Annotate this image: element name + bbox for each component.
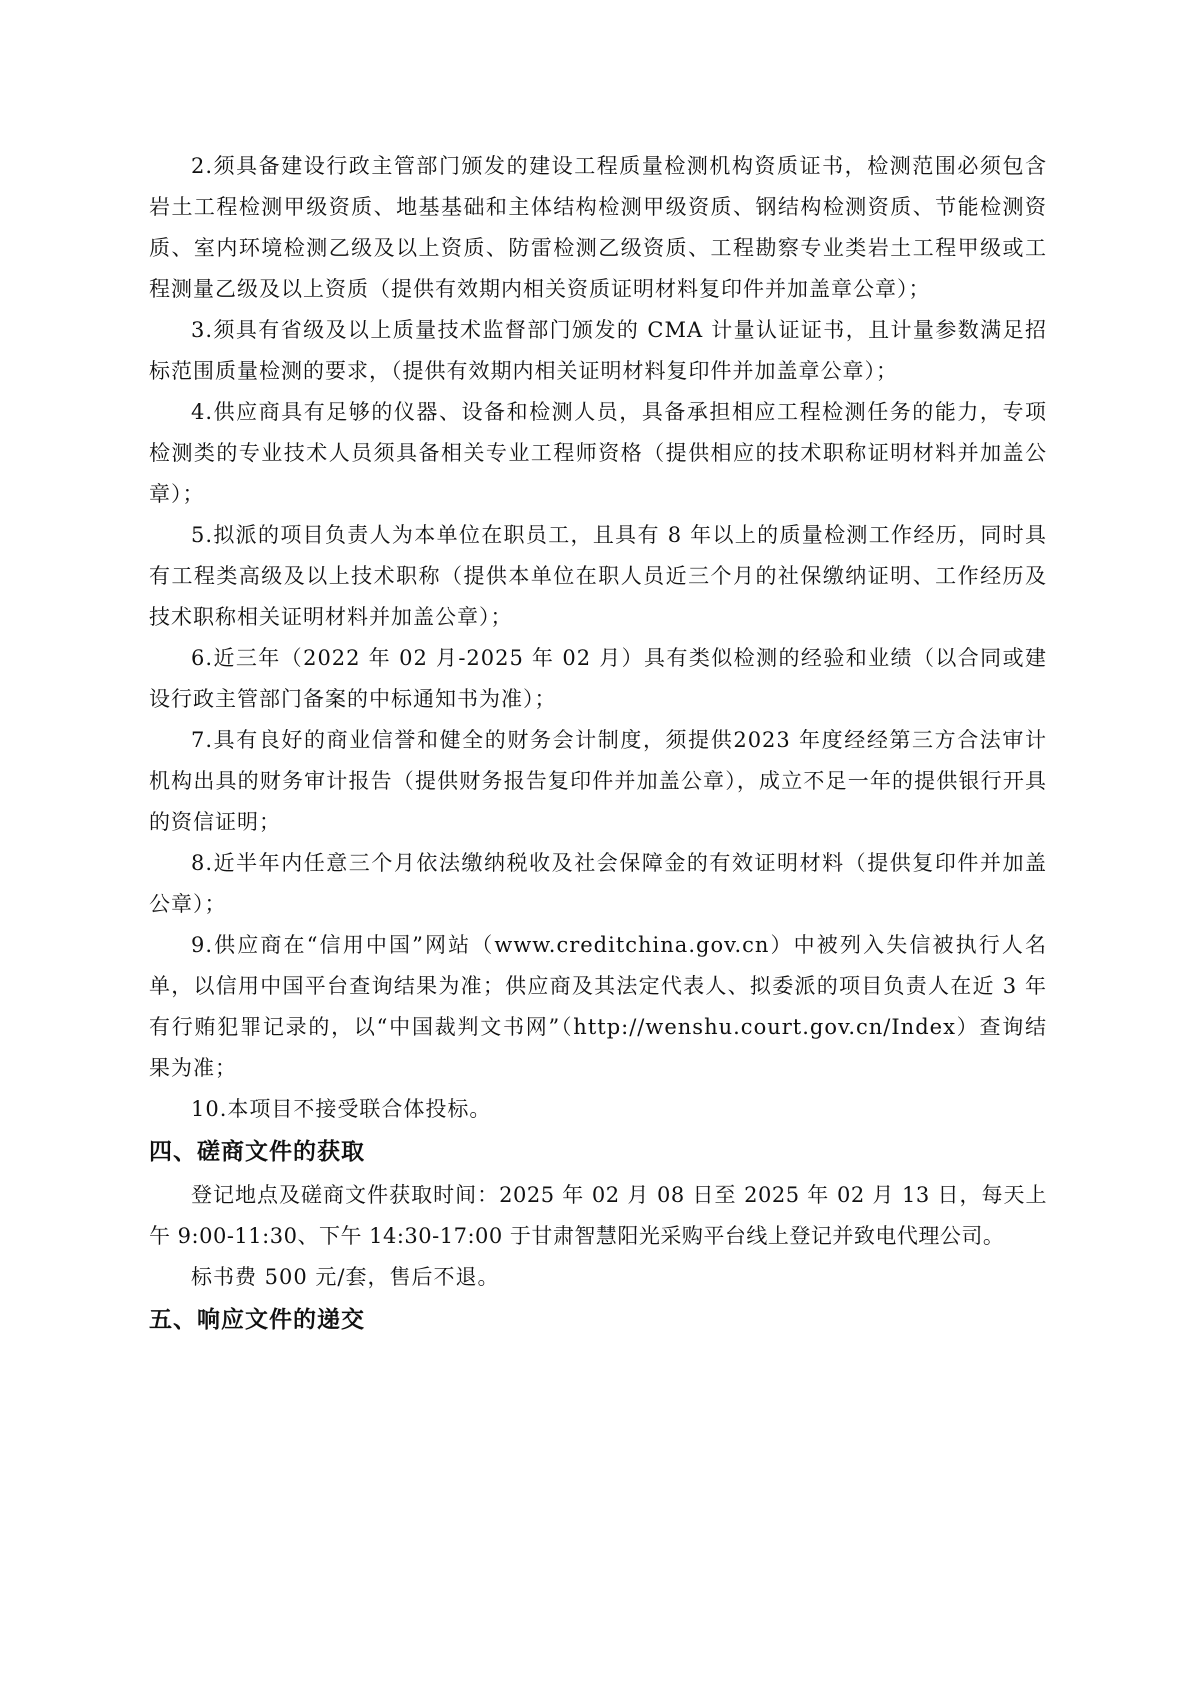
requirement-4: 4.供应商具有足够的仪器、设备和检测人员，具备承担相应工程检测任务的能力，专项检测类的专业技术人员须具备相关专业工程师资格（提供相应的技术职称证明材料并加盖公章）； [149,400,1047,506]
requirement-10: 10.本项目不接受联合体投标。 [191,1097,492,1121]
page-content [149,146,1047,1343]
requirement-7: 7.具有良好的商业信誉和健全的财务会计制度，须提供2023 年度经经第三方合法审计机构出具的财务审计报告（提供财务报告复印件并加盖公章），成立不足一年的提供银行开具的资信证明； [149,728,1047,834]
document-acquisition-time: 登记地点及磋商文件获取时间：2025 年 02 月 08 日至 2025 年 02 月 13 日，每天上午 9:00-11:30、下午 14:30-17:00 于甘肃智慧阳光采购平台线上登记并致电代理公司。 [149,1183,1047,1248]
section-5-heading: 五、响应文件的递交 [149,1307,365,1333]
requirement-9: 9.供应商在“信用中国”网站（www.creditchina.gov.cn）中被列入失信被执行人名单，以信用中国平台查询结果为准；供应商及其法定代表人、拟委派的项目负责人在近 3 年有行贿犯罪记录的，以“中国裁判文书网”（http://wenshu.court.gov.cn/Index）查询结果为准； [149,933,1047,1080]
requirement-6: 6.近三年（2022 年 02 月-2025 年 02 月）具有类似检测的经验和业绩（以合同或建设行政主管部门备案的中标通知书为准）； [149,646,1047,711]
requirement-2: 2.须具备建设行政主管部门颁发的建设工程质量检测机构资质证书，检测范围必须包含岩土工程检测甲级资质、地基基础和主体结构检测甲级资质、钢结构检测资质、节能检测资质、室内环境检测乙级及以上资质、防雷检测乙级资质、工程勘察专业类岩土工程甲级或工程测量乙级及以上资质（提供有效期内相关资质证明材料复印件并加盖章公章）； [149,154,1047,301]
requirement-3: 3.须具有省级及以上质量技术监督部门颁发的 CMA 计量认证证书，且计量参数满足招标范围质量检测的要求，（提供有效期内相关证明材料复印件并加盖章公章）； [149,318,1047,383]
section-4-heading: 四、磋商文件的获取 [149,1139,365,1165]
document-fee: 标书费 500 元/套，售后不退。 [191,1265,500,1289]
requirement-5: 5.拟派的项目负责人为本单位在职员工，且具有 8 年以上的质量检测工作经历，同时具有工程类高级及以上技术职称（提供本单位在职人员近三个月的社保缴纳证明、工作经历及技术职称相关证明材料并加盖公章）； [149,523,1047,629]
requirement-8: 8.近半年内任意三个月依法缴纳税收及社会保障金的有效证明材料（提供复印件并加盖公章）； [149,851,1047,916]
